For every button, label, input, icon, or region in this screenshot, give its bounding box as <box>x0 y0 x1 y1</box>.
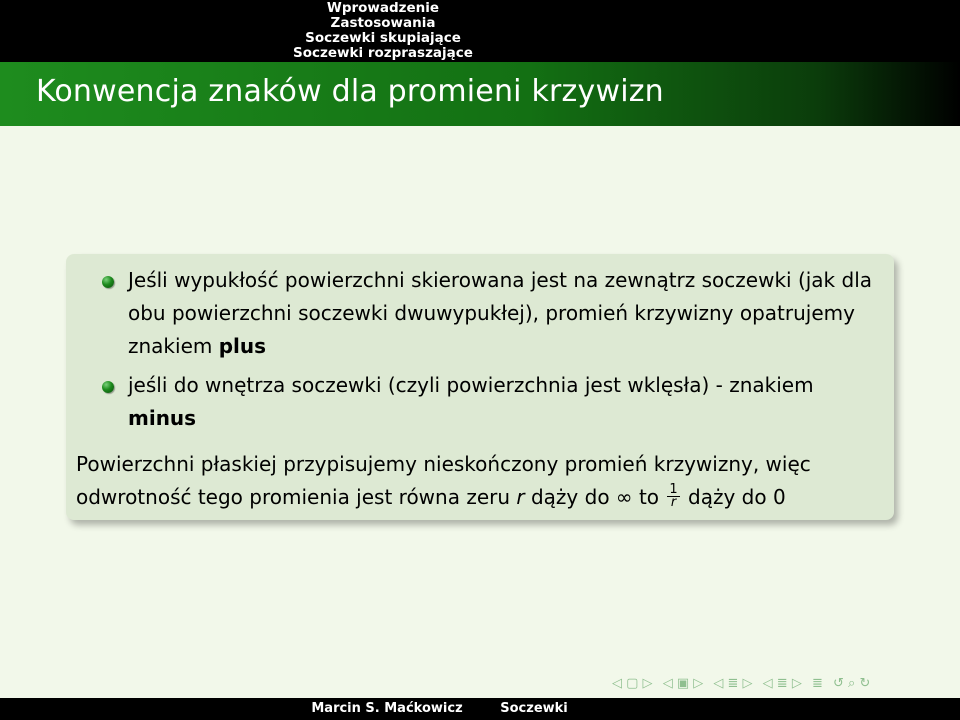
footer-author: Marcin S. Maćkowicz <box>311 701 463 716</box>
para-symbol-r: r <box>516 485 525 509</box>
bullet-2-text: jeśli do wnętrza soczewki (czyli powierzchnia jest wklęsła) - znakiem <box>128 373 814 397</box>
fraction-denominator: r <box>670 495 677 510</box>
bullet-1-text: Jeśli wypukłość powierzchni skierowana jest na zewnątrz soczewki (jak dla obu powierzchni soczewki dwuwypukłej), promień krzywizny opatrujemy znakiem <box>128 268 873 358</box>
bullet-icon <box>102 381 114 393</box>
nav-subsection-icon[interactable]: ◁ ▣ ▷ <box>662 676 704 691</box>
nav-section-zastosowania[interactable]: Zastosowania <box>330 15 436 31</box>
nav-align-icon[interactable]: ≣ <box>811 676 823 691</box>
top-navigation <box>0 0 960 62</box>
bullet-1-emphasis: plus <box>218 334 267 358</box>
para-text-4: dąży do 0 <box>681 485 786 509</box>
bullet-item-1-text <box>128 264 888 363</box>
infinity-symbol: ∞ <box>615 485 633 509</box>
slide-title: Konwencja znaków dla promieni krzywizn <box>36 74 664 109</box>
nav-section-wprowadzenie[interactable]: Wprowadzenie <box>326 0 440 16</box>
nav-subsection-list-icon[interactable]: ◁ ≣ ▷ <box>762 676 802 691</box>
bullet-2-emphasis: minus <box>128 406 197 430</box>
para-text-1: Powierzchni płaskiej przypisujemy nieskończony promień krzywizny, więc odwrotność tego promienia jest równa zeru <box>76 452 811 509</box>
nav-section-soczewki-rozpraszajace[interactable]: Soczewki rozpraszające <box>293 45 473 61</box>
fraction-one-over-r <box>667 484 679 509</box>
frame-title-bar <box>0 62 960 126</box>
section-list <box>285 0 481 61</box>
fraction-numerator: 1 <box>669 482 678 497</box>
bullet-icon <box>102 276 114 288</box>
nav-section-icon[interactable]: ◁ ≣ ▷ <box>713 676 753 691</box>
footer-short-title: Soczewki <box>500 701 568 716</box>
beamer-navigation-symbols <box>612 676 952 694</box>
note-paragraph <box>76 448 888 514</box>
nav-prev-frame-icon[interactable]: ◁ ▢ ▷ <box>612 676 653 691</box>
nav-search-icon[interactable]: ↺ ⌕ ↻ <box>833 676 871 691</box>
bullet-item-2-text <box>128 369 888 435</box>
footer-bar <box>0 698 960 720</box>
content-block <box>66 254 894 520</box>
para-text-2: dąży do <box>524 485 616 509</box>
nav-section-soczewki-skupiajace[interactable]: Soczewki skupiające <box>305 30 461 46</box>
para-text-3: to <box>632 485 666 509</box>
